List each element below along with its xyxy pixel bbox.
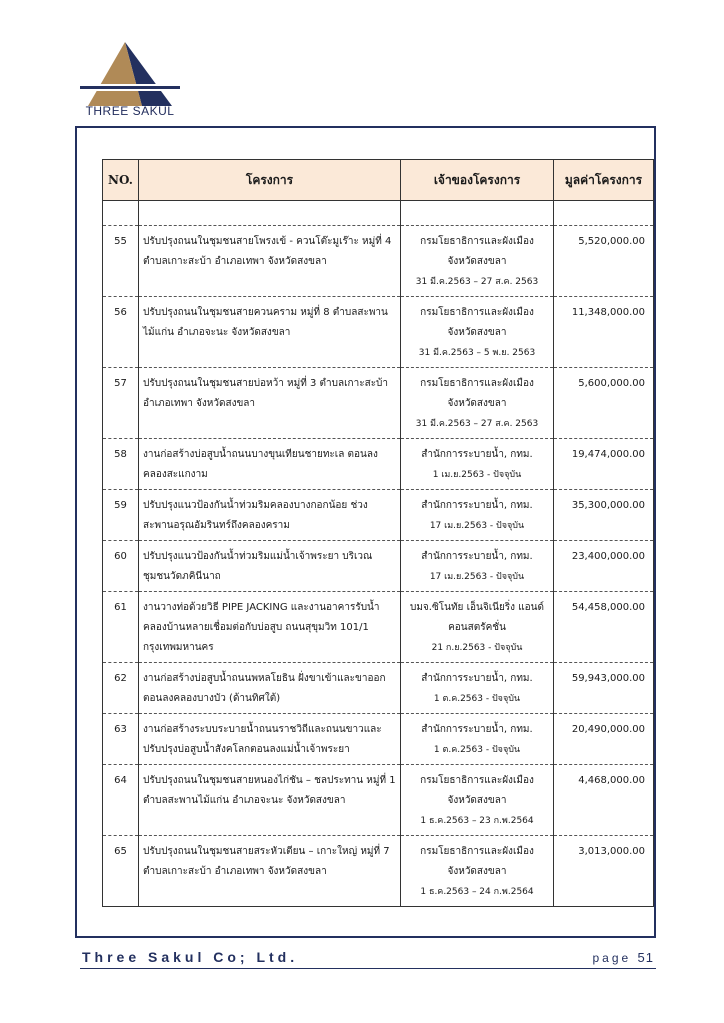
- row-value: 11,348,000.00: [554, 297, 654, 368]
- row-owner-cell: [401, 368, 554, 439]
- row-owner: กรมโยธาธิการและผังเมือง จังหวัดสงขลา: [420, 775, 534, 806]
- row-project: ปรับปรุงถนนในชุมชนสายบ่อหว้า หมู่ที่ 3 ตำบลเกาะสะบ้า อำเภอเทพา จังหวัดสงขลา: [139, 368, 401, 439]
- row-owner: กรมโยธาธิการและผังเมือง จังหวัดสงขลา: [420, 307, 534, 338]
- row-no: 61: [103, 592, 139, 663]
- row-owner: กรมโยธาธิการและผังเมือง จังหวัดสงขลา: [420, 846, 534, 877]
- logo-triangle-icon: [80, 40, 180, 110]
- row-owner: สำนักการระบายน้ำ, กทม.: [421, 551, 533, 562]
- row-no: 65: [103, 836, 139, 907]
- header-no: NO.: [103, 160, 139, 201]
- row-project: ปรับปรุงแนวป้องกันน้ำท่วมริมคลองบางกอกน้อย ช่วงสะพานอรุณอัมรินทร์ถึงคลองคราม: [139, 490, 401, 541]
- row-value: 54,458,000.00: [554, 592, 654, 663]
- row-project: ปรับปรุงแนวป้องกันน้ำท่วมริมแม่น้ำเจ้าพระยา บริเวณชุมชนวัดภคินีนาถ: [139, 541, 401, 592]
- row-value: 59,943,000.00: [554, 663, 654, 714]
- table-row: [103, 439, 654, 490]
- table-row: [103, 714, 654, 765]
- table-header-row: [103, 160, 654, 201]
- row-owner: กรมโยธาธิการและผังเมือง จังหวัดสงขลา: [420, 236, 534, 267]
- table-spacer-row: [103, 201, 654, 226]
- header-value: มูลค่าโครงการ: [554, 160, 654, 201]
- row-no: 60: [103, 541, 139, 592]
- footer-rule: [80, 968, 656, 969]
- logo-text: THREE SAKUL: [85, 104, 175, 118]
- row-owner-cell: [401, 541, 554, 592]
- row-value: 19,474,000.00: [554, 439, 654, 490]
- row-period: 17 เม.ย.2563 - ปัจจุบัน: [429, 521, 525, 531]
- row-no: 55: [103, 226, 139, 297]
- row-owner: สำนักการระบายน้ำ, กทม.: [421, 724, 533, 735]
- row-no: 56: [103, 297, 139, 368]
- header-owner: เจ้าของโครงการ: [401, 160, 554, 201]
- row-no: 63: [103, 714, 139, 765]
- row-no: 64: [103, 765, 139, 836]
- table-row: [103, 592, 654, 663]
- row-no: 62: [103, 663, 139, 714]
- row-project: งานก่อสร้างระบบระบายน้ำถนนราชวิถีและถนนขาวและปรับปรุงบ่อสูบน้ำสังคโลกตอนลงแม่น้ำเจ้าพระยา: [139, 714, 401, 765]
- footer-page-number: 51: [637, 950, 654, 965]
- row-period: 1 เม.ย.2563 - ปัจจุบัน: [432, 470, 522, 480]
- row-owner-cell: [401, 226, 554, 297]
- table-row: [103, 663, 654, 714]
- row-value: 23,400,000.00: [554, 541, 654, 592]
- row-period: 31 มี.ค.2563 – 27 ส.ค. 2563: [415, 277, 539, 287]
- row-no: 57: [103, 368, 139, 439]
- row-project: ปรับปรุงถนนในชุมชนสายหนองไก่ชัน – ชลประทาน หมู่ที่ 1 ตำบลสะพานไม้แก่น อำเภอจะนะ จังหวัดสงขลา: [139, 765, 401, 836]
- row-no: 59: [103, 490, 139, 541]
- row-project: ปรับปรุงถนนในชุมชนสายโพรงเข้ - ควนโต๊ะมูเร๊าะ หมู่ที่ 4 ตำบลเกาะสะบ้า อำเภอเทพา จังหวัดสงขลา: [139, 226, 401, 297]
- table-row: [103, 490, 654, 541]
- table-row: [103, 226, 654, 297]
- row-no: 58: [103, 439, 139, 490]
- table-row: [103, 368, 654, 439]
- row-owner-cell: [401, 490, 554, 541]
- row-value: 20,490,000.00: [554, 714, 654, 765]
- row-period: 1 ธ.ค.2563 – 23 ก.พ.2564: [420, 816, 534, 826]
- row-project: ปรับปรุงถนนในชุมชนสายสระหัวเตียน – เกาะใหญ่ หมู่ที่ 7 ตำบลเกาะสะบ้า อำเภอเทพา จังหวัดสงขลา: [139, 836, 401, 907]
- row-owner-cell: [401, 297, 554, 368]
- row-period: 1 ธ.ค.2563 – 24 ก.พ.2564: [420, 887, 534, 897]
- header-project: โครงการ: [139, 160, 401, 201]
- row-value: 35,300,000.00: [554, 490, 654, 541]
- row-owner-cell: [401, 663, 554, 714]
- table-row: [103, 541, 654, 592]
- row-owner-cell: [401, 592, 554, 663]
- row-project: งานก่อสร้างบ่อสูบน้ำถนนบางขุนเทียนชายทะเล ตอนลงคลองสะแกงาม: [139, 439, 401, 490]
- row-period: 1 ต.ค.2563 - ปัจจุบัน: [433, 745, 521, 755]
- row-owner: สำนักการระบายน้ำ, กทม.: [421, 500, 533, 511]
- row-project: ปรับปรุงถนนในชุมชนสายควนคราม หมู่ที่ 8 ตำบลสะพานไม้แก่น อำเภอจะนะ จังหวัดสงขลา: [139, 297, 401, 368]
- footer-page-label: page: [592, 951, 632, 965]
- row-project: งานก่อสร้างบ่อสูบน้ำถนนพหลโยธิน ฝั่งขาเข้าและขาออก ตอนลงคลองบางบัว (ด้านทิศใต้): [139, 663, 401, 714]
- table-row: [103, 765, 654, 836]
- row-owner-cell: [401, 439, 554, 490]
- row-value: 4,468,000.00: [554, 765, 654, 836]
- row-owner: สำนักการระบายน้ำ, กทม.: [421, 673, 533, 684]
- footer-company: Three Sakul Co; Ltd.: [82, 949, 299, 965]
- row-period: 31 มี.ค.2563 – 27 ส.ค. 2563: [415, 419, 539, 429]
- row-period: 1 ต.ค.2563 - ปัจจุบัน: [433, 694, 521, 704]
- row-period: 17 เม.ย.2563 - ปัจจุบัน: [429, 572, 525, 582]
- row-period: 31 มี.ค.2563 – 5 พ.ย. 2563: [418, 348, 536, 358]
- row-value: 3,013,000.00: [554, 836, 654, 907]
- row-owner: กรมโยธาธิการและผังเมือง จังหวัดสงขลา: [420, 378, 534, 409]
- table-row: [103, 836, 654, 907]
- row-value: 5,520,000.00: [554, 226, 654, 297]
- row-value: 5,600,000.00: [554, 368, 654, 439]
- row-owner-cell: [401, 765, 554, 836]
- projects-table: [102, 159, 654, 907]
- row-period: 21 ก.ย.2563 - ปัจจุบัน: [431, 643, 523, 653]
- row-owner-cell: [401, 714, 554, 765]
- row-project: งานวางท่อด้วยวิธี PIPE JACKING และงานอาคารรับน้ำคลองบ้านหลายเชื่อมต่อกับบ่อสูบ ถนนสุขุมวิท 101/1 กรุงเทพมหานคร: [139, 592, 401, 663]
- row-owner: บมจ.ซิโนทัย เอ็นจิเนียริ่ง แอนด์ คอนสตรัคชั่น: [409, 602, 545, 633]
- row-owner: สำนักการระบายน้ำ, กทม.: [421, 449, 533, 460]
- table-row: [103, 297, 654, 368]
- footer-page: [592, 950, 654, 965]
- row-owner-cell: [401, 836, 554, 907]
